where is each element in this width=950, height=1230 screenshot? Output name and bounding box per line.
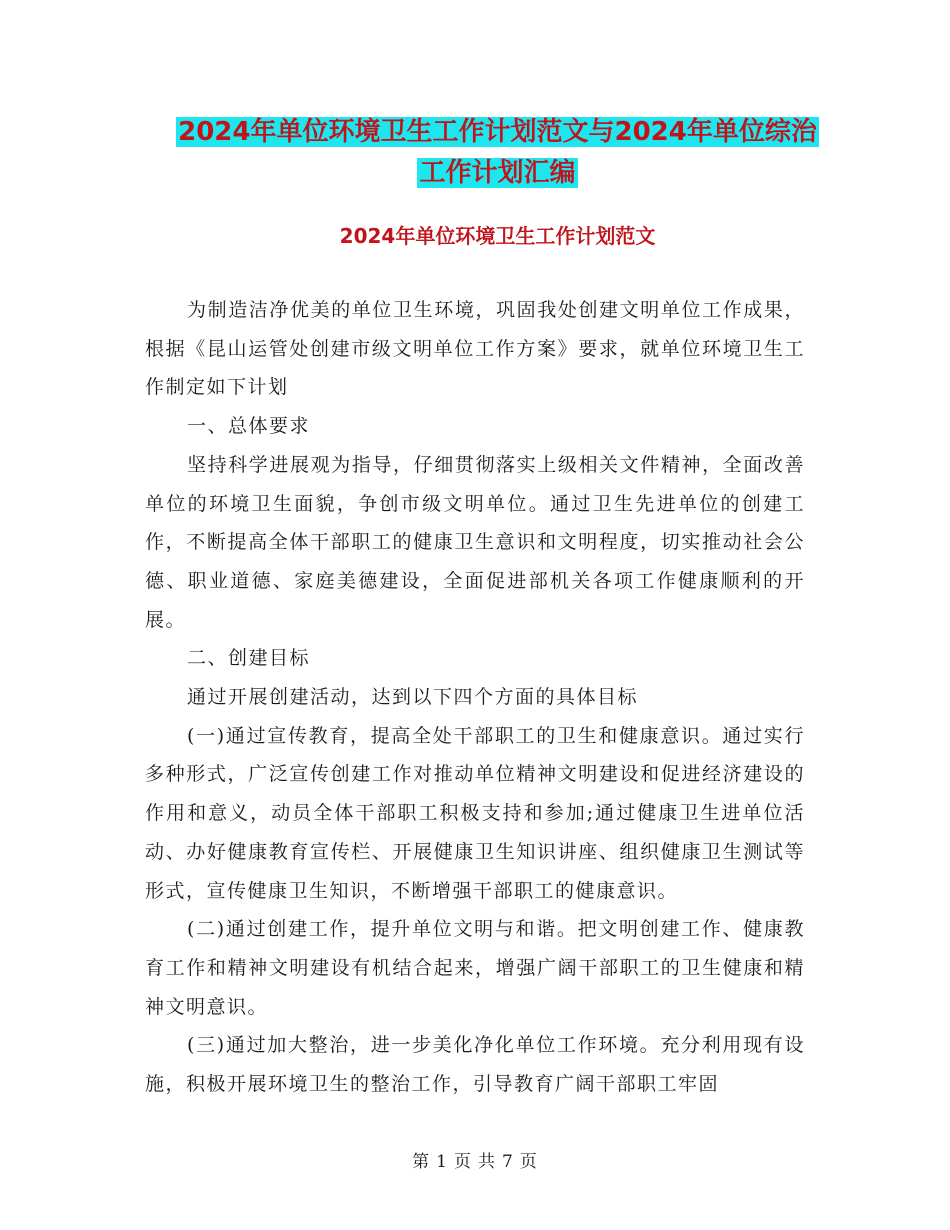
document-body [145, 291, 805, 1104]
footer-total-pages: 7 [502, 1152, 514, 1172]
footer-prefix: 第 [412, 1152, 431, 1172]
footer-page-label: 页 [454, 1152, 472, 1172]
paragraph: 坚持科学进展观为指导，仔细贯彻落实上级相关文件精神，全面改善单位的环境卫生面貌，争创市级文明单位。通过卫生先进单位的创建工作，不断提高全体干部职工的健康卫生意识和文明程度，切实推动社会公德、职业道德、家庭美德建设，全面促进部机关各项工作健康顺利的开展。 [145, 453, 805, 631]
document-title [145, 112, 850, 194]
paragraph: (一)通过宣传教育，提高全处干部职工的卫生和健康意识。通过实行多种形式，广泛宣传创建工作对推动单位精神文明建设和促进经济建设的作用和意义，动员全体干部职工积极支持和参加;通过健康卫生进单位活动、办好健康教育宣传栏、开展健康卫生知识讲座、组织健康卫生测试等形式，宣传健康卫生知识，不断增强干部职工的健康意识。 [145, 724, 805, 902]
document-title-line2: 工作计划汇编 [419, 158, 576, 188]
paragraph: 通过开展创建活动，达到以下四个方面的具体目标 [187, 686, 639, 709]
paragraph: (三)通过加大整治，进一步美化净化单位工作环境。充分利用现有设施，积极开展环境卫生的整治工作，引导教育广阔干部职工牢固 [145, 1034, 805, 1096]
paragraph: (二)通过创建工作，提升单位文明与和谐。把文明创建工作、健康教育工作和精神文明建设有机结合起来，增强广阔干部职工的卫生健康和精神文明意识。 [145, 918, 805, 1018]
page-footer [0, 1150, 950, 1174]
heading-creation-goals: 二、创建目标 [187, 647, 311, 670]
paragraph: 为制造洁净优美的单位卫生环境，巩固我处创建文明单位工作成果，根据《昆山运管处创建市级文明单位工作方案》要求，就单位环境卫生工作制定如下计划 [145, 299, 805, 399]
footer-page-number: 1 [436, 1152, 448, 1172]
document-title-line1: 2024年单位环境卫生工作计划范文与2024年单位综治 [178, 117, 817, 147]
footer-total-prefix: 共 [478, 1152, 496, 1172]
footer-total-suffix: 页 [519, 1152, 538, 1172]
heading-overall-requirements: 一、总体要求 [187, 415, 311, 438]
section-title: 2024年单位环境卫生工作计划范文 [339, 224, 656, 248]
